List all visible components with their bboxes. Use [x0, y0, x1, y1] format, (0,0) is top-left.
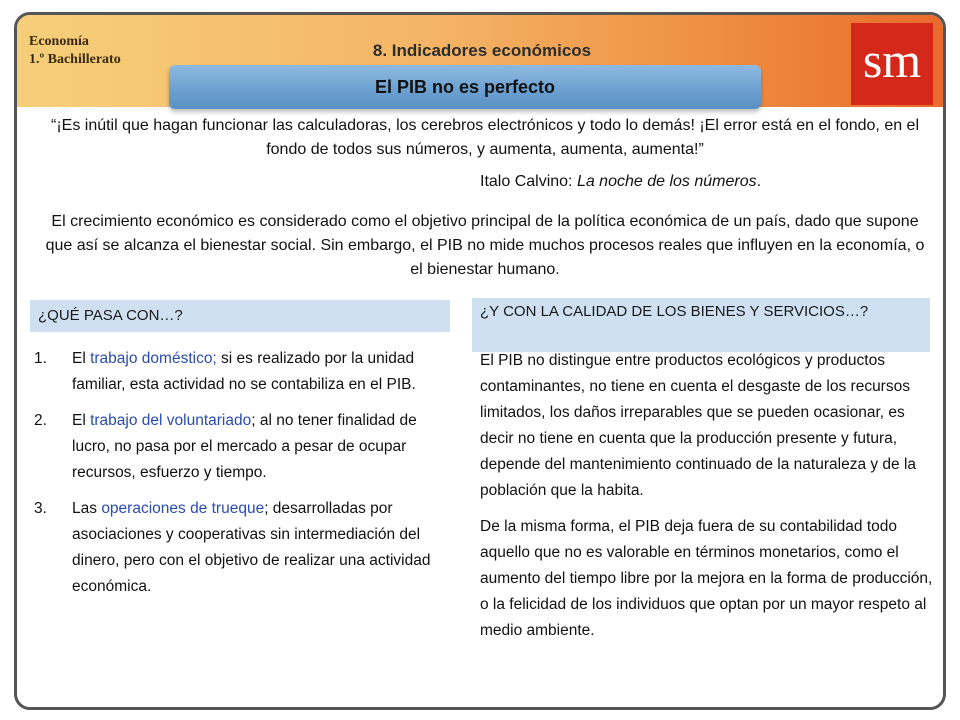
list-item — [34, 408, 444, 486]
list-item — [34, 496, 444, 600]
subject-name: Economía — [29, 34, 89, 49]
quote-author — [480, 170, 840, 194]
item-highlight: operaciones de trueque — [101, 500, 265, 517]
author-suffix: . — [756, 173, 762, 190]
unit-title: 8. Indicadores económicos — [372, 41, 592, 60]
item-prefix: El — [72, 350, 91, 367]
sm-logo — [851, 23, 933, 105]
right-column-heading: ¿Y CON LA CALIDAD DE LOS BIENES Y SERVICIOS…? — [472, 298, 930, 352]
item-highlight: trabajo del voluntariado — [90, 412, 252, 429]
topic-title: El PIB no es perfecto — [374, 76, 556, 97]
subject-label — [29, 33, 121, 69]
item-text: ; desarrolladas por asociaciones y cooperativas sin intermediación del dinero, pero con el objetivo de realizar una actividad económica. — [72, 500, 431, 595]
logo-text: sm — [862, 32, 922, 88]
quality-paragraph-2: De la misma forma, el PIB deja fuera de su contabilidad todo aquello que no es valorable en términos monetarios, como el aumento del tiempo libre por la mejora en la forma de producción, o la felicidad de los individuos que optan por un mayor respeto al medio ambiente. — [480, 518, 933, 639]
course-level: 1.º Bachillerato — [29, 52, 121, 67]
uncounted-activities-list — [34, 346, 444, 610]
item-text: ; al no tener finalidad de lucro, no pasa por el mercado a pesar de ocupar recursos, esfuerzo y tiempo. — [72, 412, 417, 481]
item-prefix: El — [72, 412, 91, 429]
item-text: si es realizado por la unidad familiar, esta actividad no se contabiliza en el PIB. — [72, 350, 416, 393]
item-number: 1. — [34, 350, 47, 367]
intro-paragraph: El crecimiento económico es considerado como el objetivo principal de la política económica de un país, dado que supone que así se alcanza el bienestar social. Sin embargo, el PIB no mide muchos procesos reales que influyen en la economía, o el bienestar humano. — [45, 213, 925, 278]
author-work: La noche de los números — [576, 173, 757, 190]
left-heading-text: ¿QUÉ PASA CON…? — [38, 307, 183, 324]
item-number: 3. — [34, 500, 47, 517]
topic-banner — [169, 65, 761, 109]
list-item — [34, 346, 444, 398]
quality-text — [480, 348, 935, 654]
quality-paragraph-1: El PIB no distingue entre productos ecológicos y productos contaminantes, no tiene en cuenta el desgaste de los recursos limitados, los daños irreparables que se pueden ocasionar, es decir no tiene en cuenta que la producción presente y futura, depende del mantenimiento continuado de la naturaleza y de la población que la habita. — [480, 352, 917, 499]
left-column-heading — [30, 300, 450, 332]
quote-text: “¡Es inútil que hagan funcionar las calculadoras, los cerebros electrónicos y todo lo demás! ¡El error está en el fondo, en el fondo de todos sus números, y aumenta, aumenta, aumenta!” — [50, 117, 920, 158]
author-name: Italo Calvino: — [480, 173, 577, 190]
item-highlight: trabajo doméstico; — [90, 350, 217, 367]
item-number: 2. — [34, 412, 47, 429]
item-prefix: Las — [72, 500, 102, 517]
